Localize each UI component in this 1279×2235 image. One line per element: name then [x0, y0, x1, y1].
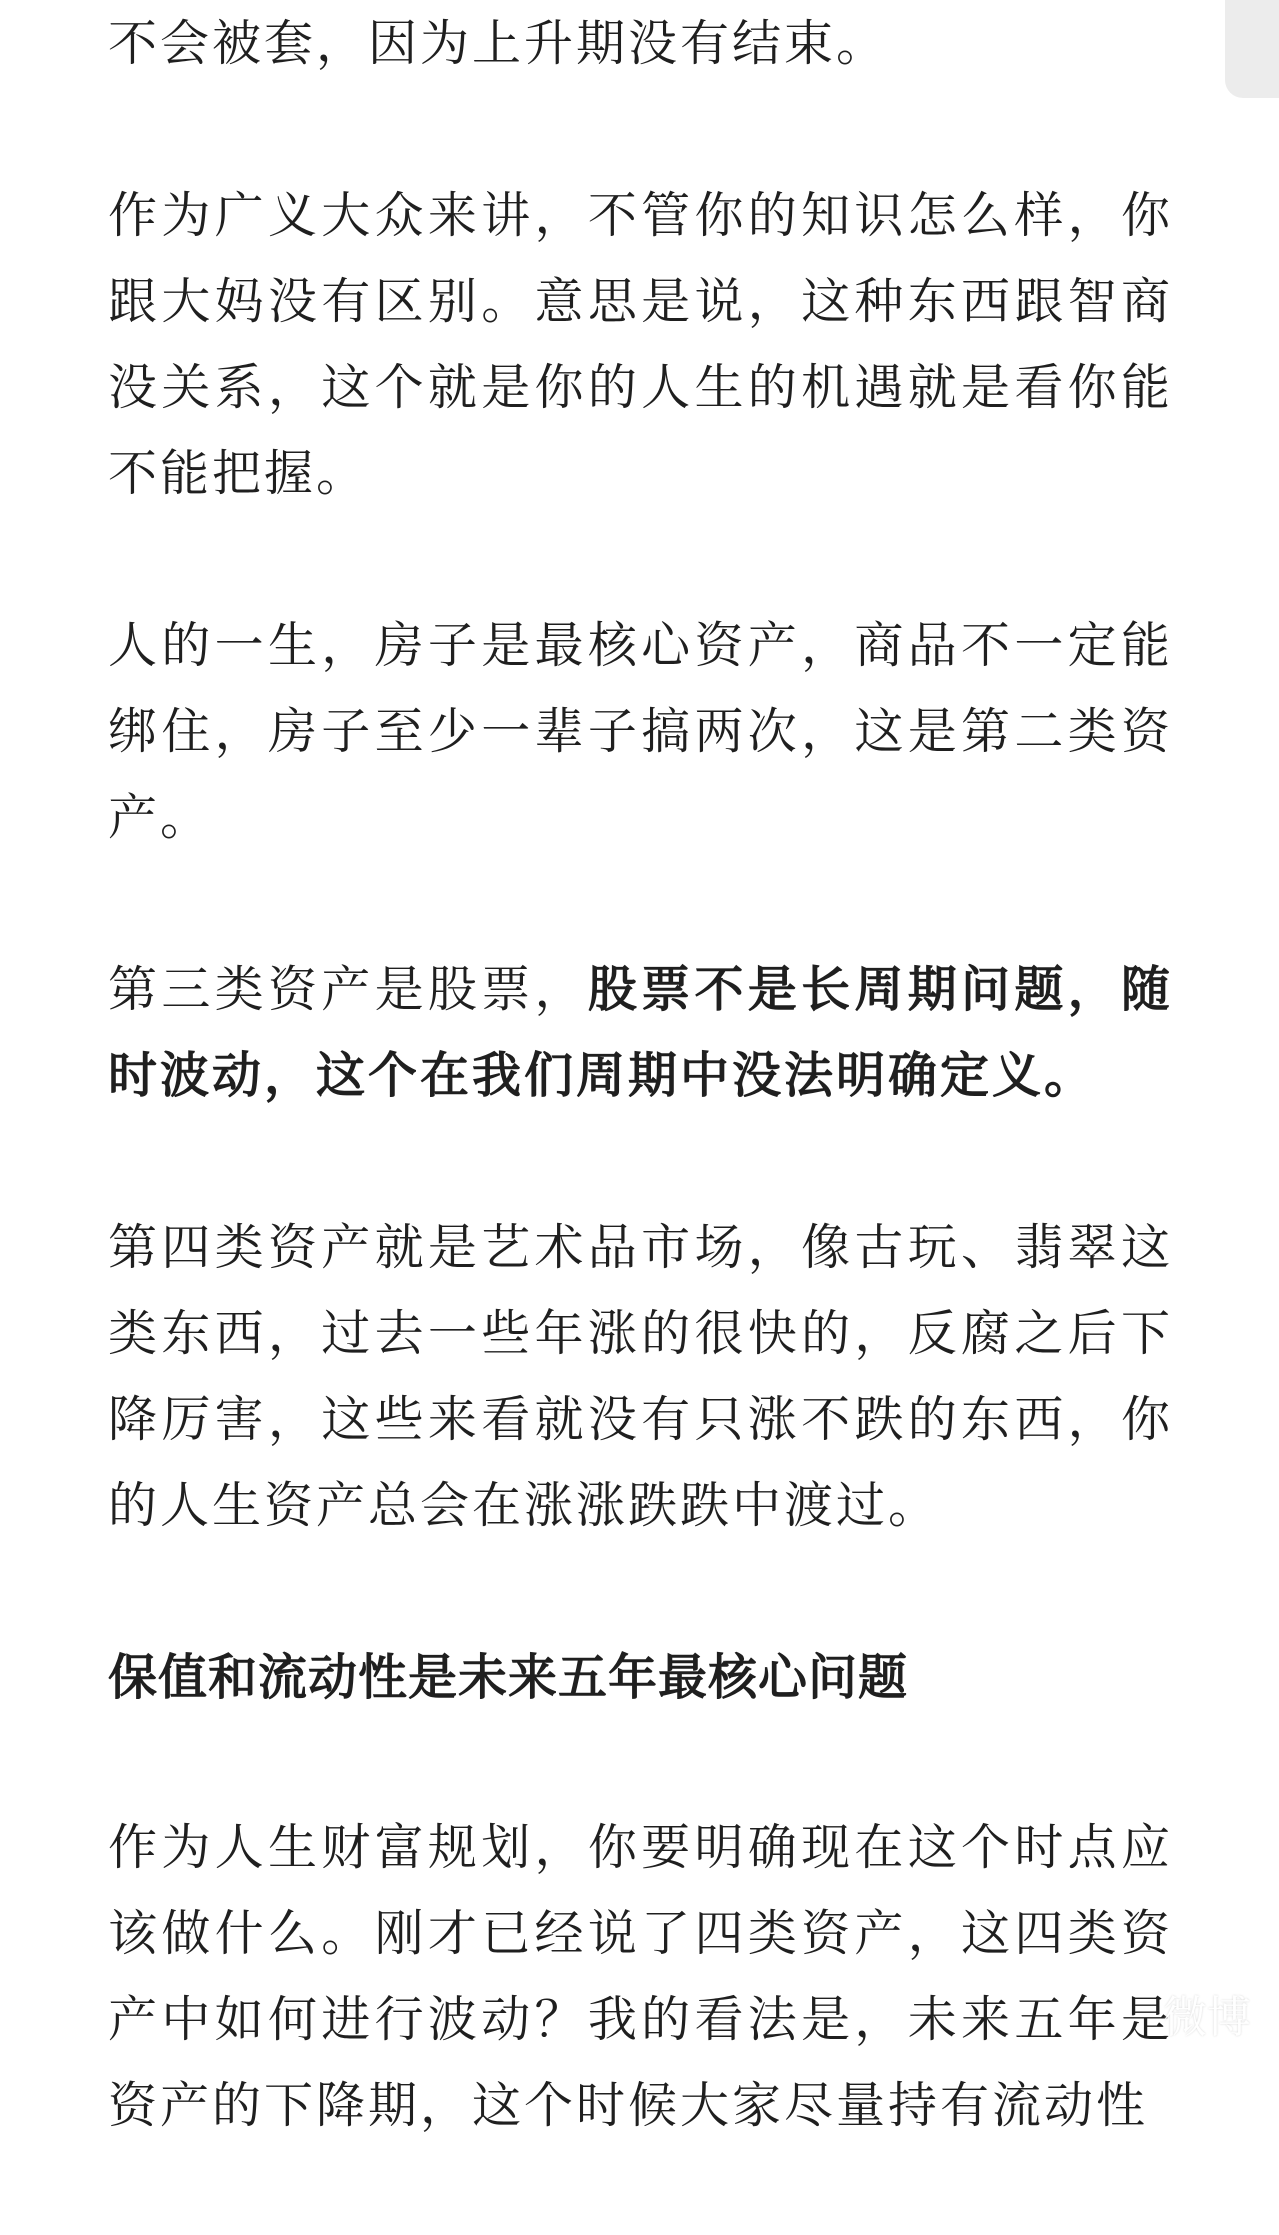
- paragraph-1: 不会被套，因为上升期没有结束。: [108, 15, 889, 72]
- article-body: [108, 0, 1173, 2235]
- paragraph-6: 作为人生财富规划，你要明确现在这个时点应该做什么。刚才已经说了四类资产，这四类资产中如何进行波动？我的看法是，未来五年是资产的下降期，这个时候大家尽量持有流动性: [108, 1819, 1173, 2134]
- paragraph-4: [108, 947, 1173, 1119]
- paragraph-2: 作为广义大众来讲，不管你的知识怎么样，你跟大妈没有区别。意思是说，这种东西跟智商没关系，这个就是你的人生的机遇就是看你能不能把握。: [108, 187, 1173, 502]
- paragraph-4-normal: 第三类资产是股票，: [108, 961, 588, 1018]
- section-heading: 保值和流动性是未来五年最核心问题: [108, 1649, 909, 1706]
- paragraph-5: 第四类资产就是艺术品市场，像古玩、翡翠这类东西，过去一些年涨的很快的，反腐之后下降厉害，这些来看就没有只涨不跌的东西，你的人生资产总会在涨涨跌跌中渡过。: [108, 1219, 1173, 1534]
- watermark: 微博: [1163, 1992, 1251, 2043]
- paragraph-4-bold: 股票不是长周期问题，随时波动，这个在我们周期中没法明确定义。: [108, 961, 1173, 1104]
- paragraph-3: 人的一生，房子是最核心资产，商品不一定能绑住，房子至少一辈子搞两次，这是第二类资产。: [108, 617, 1173, 846]
- scrollbar-thumb[interactable]: [1225, 0, 1279, 98]
